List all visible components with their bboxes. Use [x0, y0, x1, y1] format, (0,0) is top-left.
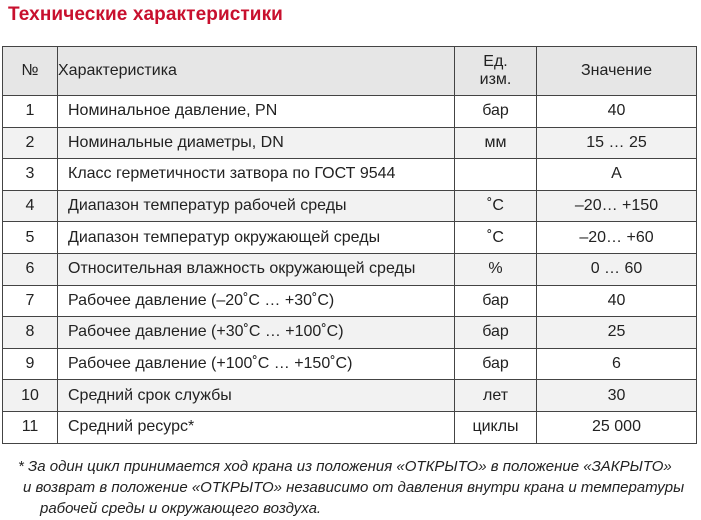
row-unit: лет — [455, 380, 537, 412]
row-characteristic: Номинальное давление, PN — [58, 96, 455, 128]
row-characteristic: Рабочее давление (+30˚С … +100˚С) — [58, 317, 455, 349]
table-row — [3, 411, 697, 443]
row-characteristic: Средний ресурс* — [58, 411, 455, 443]
row-characteristic: Номинальные диаметры, DN — [58, 127, 455, 159]
row-unit: ˚С — [455, 222, 537, 254]
header-unit-line1: Ед. — [483, 52, 508, 70]
row-number: 2 — [3, 127, 58, 159]
row-characteristic: Класс герметичности затвора по ГОСТ 9544 — [58, 159, 455, 191]
table-row — [3, 380, 697, 412]
table-row — [3, 253, 697, 285]
row-unit: циклы — [455, 411, 537, 443]
row-value: 30 — [537, 380, 697, 412]
row-number: 9 — [3, 348, 58, 380]
row-unit: % — [455, 253, 537, 285]
header-characteristic: Характеристика — [58, 47, 455, 96]
row-value: 0 … 60 — [537, 253, 697, 285]
row-unit — [455, 159, 537, 191]
footnote — [18, 456, 698, 519]
row-unit: бар — [455, 317, 537, 349]
row-value: A — [537, 159, 697, 191]
row-value: 40 — [537, 285, 697, 317]
row-number: 5 — [3, 222, 58, 254]
table-row — [3, 190, 697, 222]
row-unit: ˚С — [455, 190, 537, 222]
table-row — [3, 159, 697, 191]
row-number: 1 — [3, 96, 58, 128]
page-title: Технические характеристики — [8, 4, 283, 25]
row-value: 15 … 25 — [537, 127, 697, 159]
header-unit-line2: изм. — [479, 71, 512, 88]
table-row — [3, 222, 697, 254]
row-characteristic: Относительная влажность окружающей среды — [58, 253, 455, 285]
row-unit: бар — [455, 285, 537, 317]
specifications-table — [2, 46, 697, 444]
table-row — [3, 348, 697, 380]
row-number: 4 — [3, 190, 58, 222]
row-value: 40 — [537, 96, 697, 128]
row-number: 7 — [3, 285, 58, 317]
row-value: 25 — [537, 317, 697, 349]
header-unit — [455, 47, 537, 96]
footnote-line: * За один цикл принимается ход крана из положения «ОТКРЫТО» в положение «ЗАКРЫТО» — [18, 458, 672, 475]
row-number: 10 — [3, 380, 58, 412]
footnote-line: рабочей среды и окружающего воздуха. — [40, 500, 322, 517]
footnote-line: и возврат в положение «ОТКРЫТО» независимо от давления внутри крана и температуры — [23, 479, 685, 496]
row-value: 6 — [537, 348, 697, 380]
row-characteristic: Средний срок службы — [58, 380, 455, 412]
table-header-row — [3, 47, 697, 96]
row-unit: мм — [455, 127, 537, 159]
table-row — [3, 285, 697, 317]
table-row — [3, 96, 697, 128]
row-value: 25 000 — [537, 411, 697, 443]
row-unit: бар — [455, 348, 537, 380]
row-characteristic: Рабочее давление (–20˚С … +30˚С) — [58, 285, 455, 317]
row-unit: бар — [455, 96, 537, 128]
row-characteristic: Диапазон температур окружающей среды — [58, 222, 455, 254]
header-value: Значение — [537, 47, 697, 96]
table-row — [3, 317, 697, 349]
row-characteristic: Диапазон температур рабочей среды — [58, 190, 455, 222]
table-row — [3, 127, 697, 159]
row-number: 8 — [3, 317, 58, 349]
row-number: 3 — [3, 159, 58, 191]
row-value: –20… +150 — [537, 190, 697, 222]
header-number: № — [3, 47, 58, 96]
row-number: 6 — [3, 253, 58, 285]
row-characteristic: Рабочее давление (+100˚С … +150˚С) — [58, 348, 455, 380]
row-number: 11 — [3, 411, 58, 443]
row-value: –20… +60 — [537, 222, 697, 254]
table-body — [3, 96, 697, 444]
